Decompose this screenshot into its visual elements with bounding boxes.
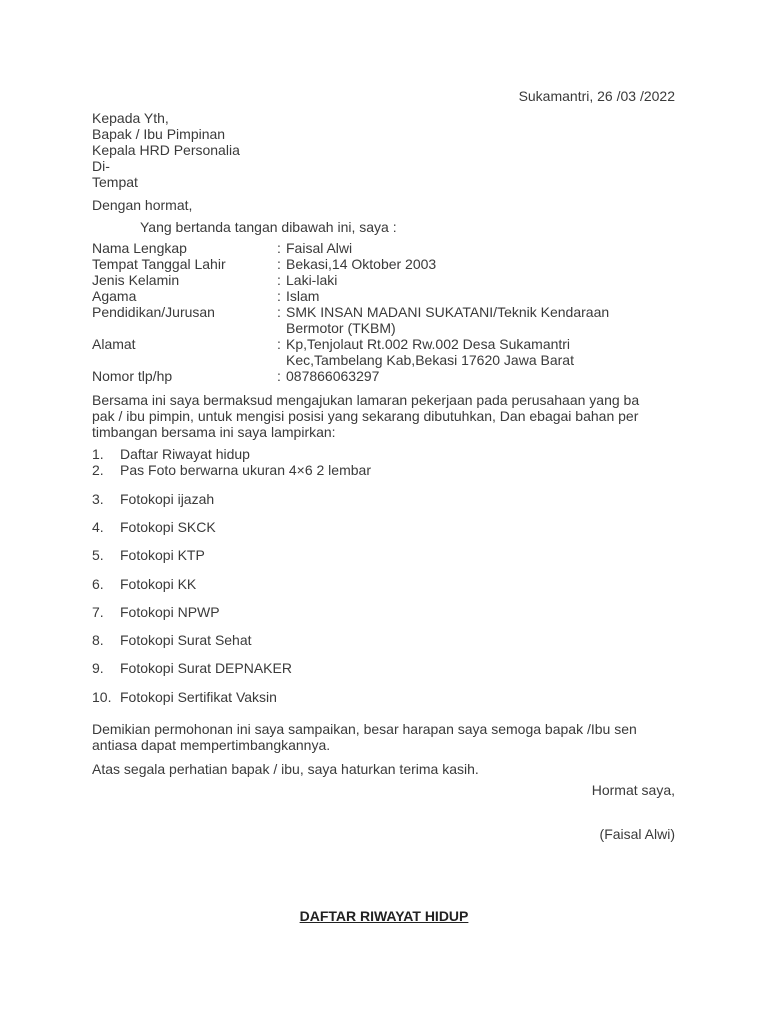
body-line: timbangan bersama ini saya lampirkan:: [92, 424, 336, 440]
thanks-line: Atas segala perhatian bapak / ibu, saya haturkan terima kasih.: [92, 761, 479, 777]
identity-value: Bekasi,14 Oktober 2003: [286, 256, 437, 272]
list-number: 7.: [92, 604, 104, 620]
identity-row-religion: [92, 288, 692, 304]
body-line: Bersama ini saya bermaksud mengajukan lamaran pekerjaan pada perusahaan yang ba: [92, 392, 640, 408]
body-paragraph: [92, 392, 682, 440]
identity-table: [92, 240, 692, 384]
list-item: [92, 689, 277, 705]
recipient-line: Bapak / Ibu Pimpinan: [92, 126, 226, 142]
closing-paragraph: [92, 721, 682, 753]
list-number: 10.: [92, 689, 112, 705]
identity-separator: :: [277, 368, 281, 384]
identity-value-line: Bermotor (TKBM): [286, 320, 396, 336]
list-number: 4.: [92, 519, 104, 535]
list-item: [92, 604, 220, 620]
regards-line: Hormat saya,: [591, 782, 675, 798]
identity-row-phone: [92, 368, 692, 384]
identity-value: [286, 336, 692, 368]
recipient-block: [92, 110, 240, 190]
greeting: Dengan hormat,: [92, 197, 193, 213]
identity-label: Jenis Kelamin: [92, 272, 180, 288]
identity-row-address: [92, 336, 692, 368]
identity-separator: :: [277, 272, 281, 288]
identity-label: Tempat Tanggal Lahir: [92, 256, 226, 272]
identity-row-name: [92, 240, 692, 256]
identity-label: Alamat: [92, 336, 136, 352]
identity-separator: :: [277, 288, 281, 304]
closing-line: Demikian permohonan ini saya sampaikan, besar harapan saya semoga bapak /Ibu sen: [92, 721, 637, 737]
list-item: [92, 462, 371, 478]
identity-label: Agama: [92, 288, 137, 304]
list-item: [92, 660, 292, 676]
list-text: Fotokopi KTP: [120, 547, 205, 563]
identity-row-birth: [92, 256, 692, 272]
identity-value-line: Kec,Tambelang Kab,Bekasi 17620 Jawa Barat: [286, 352, 574, 368]
identity-value: Laki-laki: [286, 272, 338, 288]
recipient-line: Kepala HRD Personalia: [92, 142, 240, 158]
letter-date: Sukamantri, 26 /03 /2022: [518, 88, 675, 104]
closing-line: antiasa dapat mempertimbangkannya.: [92, 737, 331, 753]
identity-row-gender: [92, 272, 692, 288]
identity-row-education: [92, 304, 692, 336]
identity-label: Nama Lengkap: [92, 240, 187, 256]
identity-separator: :: [277, 336, 281, 352]
list-item: [92, 632, 252, 648]
identity-value: 087866063297: [286, 368, 380, 384]
list-text: Fotokopi Surat Sehat: [120, 632, 252, 648]
identity-label: Nomor tlp/hp: [92, 368, 173, 384]
list-item: [92, 446, 250, 462]
identity-value-line: SMK INSAN MADANI SUKATANI/Teknik Kendaraan: [286, 304, 610, 320]
list-number: 6.: [92, 576, 104, 592]
cv-heading: DAFTAR RIWAYAT HIDUP: [299, 908, 469, 924]
list-text: Fotokopi Surat DEPNAKER: [120, 660, 292, 676]
list-text: Fotokopi NPWP: [120, 604, 220, 620]
identity-separator: :: [277, 240, 281, 256]
recipient-line: Kepada Yth,: [92, 110, 169, 126]
list-item: [92, 576, 196, 592]
identity-value: Faisal Alwi: [286, 240, 353, 256]
list-item: [92, 547, 205, 563]
list-text: Fotokopi SKCK: [120, 519, 216, 535]
identity-value-line: Kp,Tenjolaut Rt.002 Rw.002 Desa Sukamantri: [286, 336, 571, 352]
list-text: Fotokopi KK: [120, 576, 197, 592]
list-number: 3.: [92, 491, 104, 507]
list-number: 9.: [92, 660, 104, 676]
identity-separator: :: [277, 304, 281, 320]
body-line: pak / ibu pimpin, untuk mengisi posisi yang sekarang dibutuhkan, Dan ebagai bahan per: [92, 408, 639, 424]
identity-separator: :: [277, 256, 281, 272]
identity-label: Pendidikan/Jurusan: [92, 304, 215, 320]
recipient-line: Di-: [92, 158, 110, 174]
signature-name: (Faisal Alwi): [599, 826, 675, 842]
list-number: 1.: [92, 446, 104, 462]
identity-value: Islam: [286, 288, 320, 304]
intro-line: Yang bertanda tangan dibawah ini, saya :: [140, 219, 397, 235]
list-number: 8.: [92, 632, 104, 648]
list-text: Pas Foto berwarna ukuran 4×6 2 lembar: [120, 462, 371, 478]
list-text: Fotokopi Sertifikat Vaksin: [120, 689, 277, 705]
list-number: 5.: [92, 547, 104, 563]
list-number: 2.: [92, 462, 104, 478]
list-item: [92, 491, 214, 507]
recipient-line: Tempat: [92, 174, 138, 190]
list-item: [92, 519, 216, 535]
identity-value: [286, 304, 692, 336]
list-text: Fotokopi ijazah: [120, 491, 215, 507]
list-text: Daftar Riwayat hidup: [120, 446, 250, 462]
